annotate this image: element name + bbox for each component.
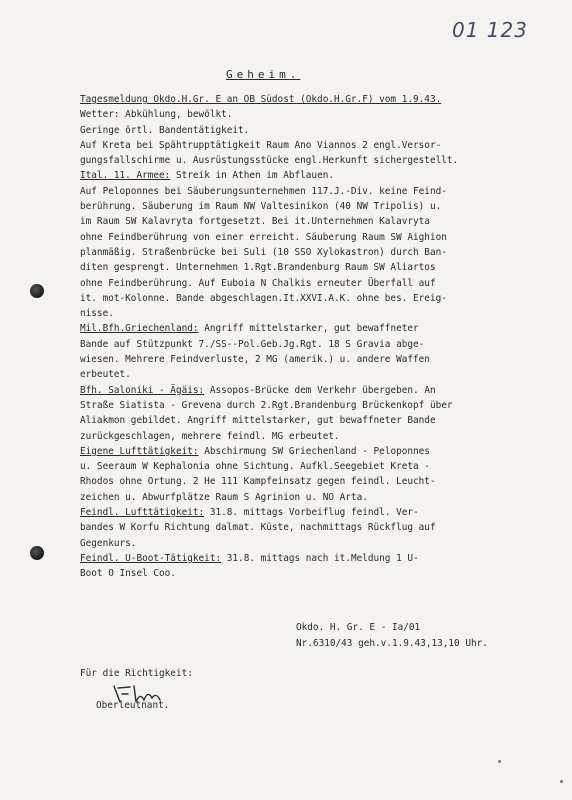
signature-office: Okdo. H. Gr. E - Ia/01 — [296, 622, 421, 633]
attestation-label: Für die Richtigkeit: — [80, 668, 193, 679]
uboat-label: Feindl. U-Boot-Tätigkeit: — [80, 552, 222, 564]
saloniki-line: Aliakmon gebildet. Angriff mittelstarker, gut bewaffneter Bande — [80, 415, 436, 427]
weather-line — [80, 107, 550, 122]
air-own-line — [80, 444, 550, 459]
report-line: Auf Kreta bei Spähtrupptätigkeit Raum Ano Viannos 2 engl.Versor- — [80, 139, 442, 151]
peloponnes-line: diten gesprengt. Unternehmen 1.Rgt.Brandenburg Raum SW Aliartos — [80, 262, 436, 274]
peloponnes-line: ohne Feindberührung von einer erreicht. Säuberung Raum SW Aighion — [80, 231, 447, 243]
peloponnes-line: nisse. — [80, 308, 114, 320]
edge-mark — [498, 760, 501, 763]
saloniki-label: Bfh. Saloniki - Ägäis: — [80, 384, 205, 396]
weather-label: Wetter: — [80, 109, 120, 121]
report-body — [80, 92, 550, 582]
peloponnes-line: Auf Peloponnes bei Säuberungsunternehmen 117.J.-Div. keine Feind- — [80, 185, 447, 197]
air-enemy-label: Feindl. Lufttätigkeit: — [80, 507, 205, 519]
greece-line: wiesen. Mehrere Feindverluste, 2 MG (amerik.) u. andere Waffen — [80, 354, 430, 366]
signature-reference: Nr.6310/43 geh.v.1.9.43,13,10 Uhr. — [296, 638, 488, 649]
saloniki-text: Assopos-Brücke dem Verkehr übergeben. An — [209, 384, 436, 396]
uboat-line — [80, 551, 550, 566]
classification-heading: Geheim. — [226, 68, 301, 81]
saloniki-line: zurückgeschlagen, mehrere feindl. MG erbeutet. — [80, 430, 340, 442]
greece-text: Angriff mittelstarker, gut bewaffneter — [204, 323, 419, 335]
attestation-rank: Oberleutnant. — [96, 700, 170, 711]
peloponnes-line: ohne Feindberührung. Auf Euboia N Chalkis erneuter Überfall auf — [80, 277, 436, 289]
archive-page-number: 01 123 — [452, 18, 528, 42]
italy-label: Ital. 11. Armee: — [80, 170, 171, 182]
weather-text: Abkühlung, bewölkt. — [125, 109, 233, 121]
greece-line: erbeutet. — [80, 369, 131, 381]
peloponnes-line: berührung. Säuberung im Raum NW Valtesinikon (40 NW Tripolis) u. — [80, 201, 442, 213]
uboat-text: 31.8. mittags nach it.Meldung 1 U- — [226, 552, 419, 564]
peloponnes-line: it. mot-Kolonne. Bande abgeschlagen.It.XXVI.A.K. ohne bes. Ereig- — [80, 292, 447, 304]
greece-label: Mil.Bfh.Griechenland: — [80, 323, 199, 335]
edge-mark — [560, 780, 563, 783]
air-enemy-line: Gegenkurs. — [80, 537, 137, 549]
report-line: gungsfallschirme u. Ausrüstungsstücke engl.Herkunft sichergestellt. — [80, 155, 459, 167]
uboat-line: Boot O Insel Coo. — [80, 568, 176, 580]
greece-line: Bande auf Stützpunkt 7./SS--Pol.Geb.Jg.Rgt. 18 S Gravia abge- — [80, 338, 425, 350]
air-enemy-line: bandes W Korfu Richtung dalmat. Küste, nachmittags Rückflug auf — [80, 522, 436, 534]
punch-hole-top — [30, 284, 44, 298]
saloniki-line — [80, 383, 550, 398]
air-enemy-text: 31.8. mittags Vorbeiflug feindl. Ver- — [209, 507, 419, 519]
signature-block — [296, 620, 488, 652]
peloponnes-line: im Raum SW Kalavryta fortgesetzt. Bei it.Unternehmen Kalavryta — [80, 216, 430, 228]
air-own-line: Rhodos ohne Ortung. 2 He 111 Kampfeinsatz gegen feindl. Leucht- — [80, 476, 436, 488]
saloniki-line: Straße Siatista - Grevena durch 2.Rgt.Brandenburg Brückenkopf über — [80, 399, 453, 411]
italy-line — [80, 168, 550, 183]
peloponnes-line: planmäßig. Straßenbrücke bei Suli (10 SSO Xylokastron) durch Ban- — [80, 246, 447, 258]
air-enemy-line — [80, 505, 550, 520]
air-own-line: u. Seeraum W Kephalonia ohne Sichtung. Aufkl.Seegebiet Kreta - — [80, 461, 430, 473]
report-line: Geringe örtl. Bandentätigkeit. — [80, 124, 250, 136]
report-title: Tagesmeldung Okdo.H.Gr. E an OB Südost (Okdo.H.Gr.F) vom 1.9.43. — [80, 94, 442, 105]
greece-line — [80, 321, 550, 336]
air-own-text: Abschirmung SW Griechenland - Peloponnes — [204, 445, 430, 457]
air-own-label: Eigene Lufttätigkeit: — [80, 445, 199, 457]
punch-hole-bottom — [30, 546, 44, 560]
air-own-line: zeichen u. Abwurfplätze Raum S Agrinion u. NO Arta. — [80, 491, 368, 503]
italy-text: Streik in Athen im Abflauen. — [175, 170, 335, 182]
